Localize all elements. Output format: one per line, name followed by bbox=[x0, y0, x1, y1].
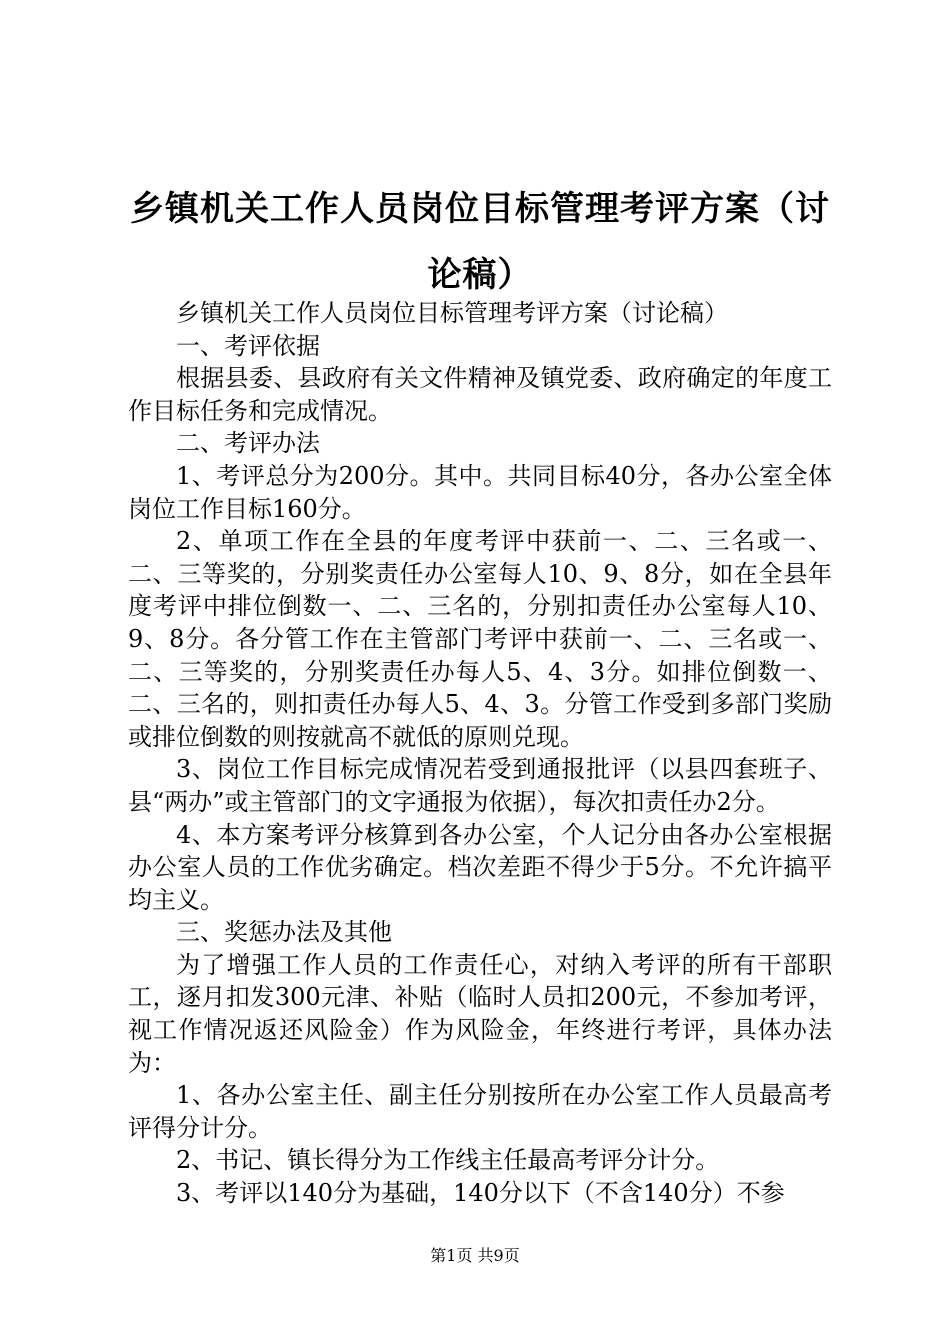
document-body bbox=[128, 297, 832, 1210]
body-paragraph: 乡镇机关工作人员岗位目标管理考评方案（讨论稿） bbox=[176, 299, 728, 327]
body-paragraph: 4、本方案考评分核算到各办公室，个人记分由各办公室根据办公室人员的工作优劣确定。档次差距不得少于5分。不允许搞平均主义。 bbox=[128, 820, 832, 914]
section-heading: 二、考评办法 bbox=[176, 429, 320, 458]
body-paragraph: 1、考评总分为200分。其中。共同目标40分，各办公室全体岗位工作目标160分。 bbox=[128, 461, 832, 523]
document-title: 乡镇机关工作人员岗位目标管理考评方案（讨论稿） bbox=[130, 189, 830, 295]
body-paragraph: 3、考评以140分为基础，140分以下（不含140分）不参 bbox=[176, 1179, 785, 1208]
section-heading: 三、奖惩办法及其他 bbox=[176, 918, 392, 947]
body-paragraph: 2、书记、镇长得分为工作线主任最高考评分计分。 bbox=[176, 1146, 720, 1175]
page-indicator: 第1页 共9页 bbox=[430, 1246, 520, 1265]
body-paragraph: 为了增强工作人员的工作责任心，对纳入考评的所有干部职工，逐月扣发300元津、补贴（临时人员扣200元，不参加考评，视工作情况返还风险金）作为风险金，年终进行考评，具体办法为： bbox=[128, 950, 832, 1077]
body-paragraph: 2、单项工作在全县的年度考评中获前一、二、三名或一、二、三等奖的，分别奖责任办公室每人10、9、8分，如在全县年度考评中排位倒数一、二、三名的，分别扣责任办公室每人10、9、8分。各分管工作在主管部门考评中获前一、二、三名或一、二、三等奖的，分别奖责任办每人5、4、3分。如排位倒数一、二、三名的，则扣责任办每人5、4、3。分管工作受到多部门奖励或排位倒数的则按就高不就低的原则兑现。 bbox=[128, 527, 832, 751]
body-paragraph: 根据县委、县政府有关文件精神及镇党委、政府确定的年度工作目标任务和完成情况。 bbox=[128, 364, 832, 425]
section-heading: 一、考评依据 bbox=[176, 331, 320, 360]
body-paragraph: 3、岗位工作目标完成情况若受到通报批评（以县四套班子、县“两办”或主管部门的文字通报为依据），每次扣责任办2分。 bbox=[128, 755, 832, 816]
body-paragraph: 1、各办公室主任、副主任分别按所在办公室工作人员最高考评得分计分。 bbox=[128, 1081, 832, 1142]
